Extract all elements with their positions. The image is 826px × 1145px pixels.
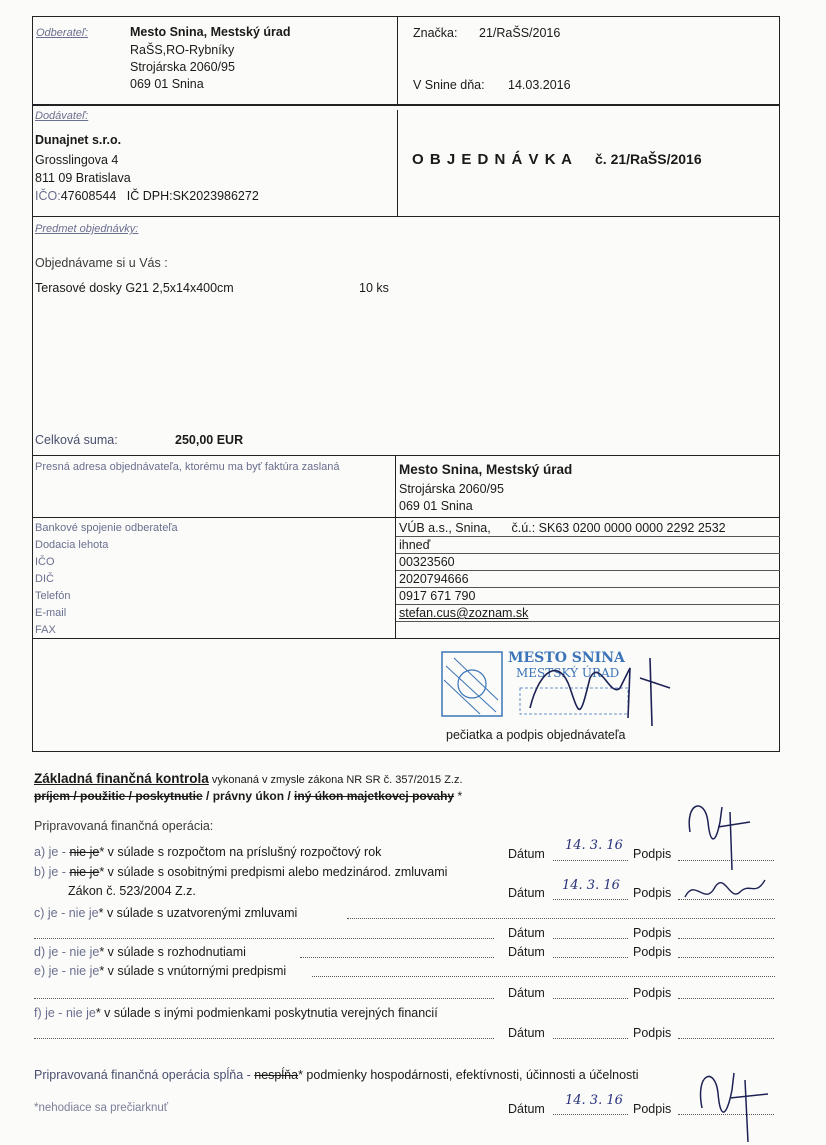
dic-label: DIČ [35, 573, 54, 585]
stamp-title: MESTO SNINA [508, 650, 625, 666]
datum-label: Dátum [508, 847, 545, 861]
ico-row-label: IČO [35, 556, 55, 568]
datum-label: Dátum [508, 1026, 545, 1040]
supplier-name: Dunajnet s.r.o. [35, 133, 122, 147]
item-prefix: c) je - nie je [34, 906, 99, 920]
dodavatel-label: Dodávateľ: [35, 110, 89, 122]
item-text: * v súlade s vnútornými predpismi [99, 964, 287, 978]
odberatel-label: Odberateľ: [36, 27, 89, 39]
podpis-label: Podpis [633, 1102, 672, 1116]
sign-dots [678, 998, 774, 999]
datum-label: Dátum [508, 945, 545, 959]
control-title-line [34, 771, 463, 786]
divider-supplier [32, 216, 780, 217]
prepared-heading: Pripravovaná finančná operácia: [34, 819, 214, 833]
icdph-value: IČ DPH:SK2023986272 [126, 189, 259, 203]
delivery-label: Dodacia lehota [35, 539, 109, 551]
control-item-d [34, 945, 246, 959]
invoice-address-line: 069 01 Snina [399, 499, 473, 513]
delivery-value: ihneď [399, 538, 431, 552]
item-text: * v súlade s inými podmienkami poskytnutia verejných financií [95, 1006, 438, 1020]
divider-total [32, 455, 780, 456]
control-types [34, 789, 462, 803]
fill-dots [300, 957, 494, 958]
final-b: * podmienky hospodárnosti, efektívnosti, účinnosti a účelnosti [298, 1068, 639, 1082]
item-struck: nie je [69, 845, 100, 859]
item-text: * v súlade s uzatvorenými zmluvami [98, 906, 298, 920]
email-value[interactable]: stefan.cus@zoznam.sk [399, 606, 529, 620]
signature-b-icon [680, 872, 770, 912]
divider-header [32, 104, 780, 106]
odberatel-name: Mesto Snina, Mestský úrad [130, 25, 291, 39]
datum-label: Dátum [508, 926, 545, 940]
date-dots [553, 957, 628, 958]
sign-dots [678, 1038, 774, 1039]
invoice-address-name: Mesto Snina, Mestský úrad [399, 462, 573, 477]
sign-dots [678, 957, 774, 958]
signature-a-icon [680, 792, 760, 872]
divider-vertical-top [397, 16, 398, 106]
date-handwritten: 14. 3. 16 [565, 838, 623, 853]
control-item-a [34, 845, 381, 859]
divider-vertical-invoice [395, 456, 396, 639]
item-struck: nie je [69, 865, 100, 879]
frame-left [32, 16, 33, 752]
email-label: E-mail [35, 607, 67, 619]
item-text: * v súlade s rozpočtom na príslušný rozpočtový rok [99, 845, 382, 859]
row-rule [396, 570, 780, 571]
invoice-address-line: Strojárska 2060/95 [399, 482, 504, 496]
fill-dots [34, 1038, 494, 1039]
date-dots [553, 899, 628, 900]
stamp-caption: pečiatka a podpis objednávateľa [446, 728, 626, 742]
row-rule [396, 604, 780, 605]
dic-value: 2020794666 [399, 572, 469, 586]
control-item-f [34, 1006, 438, 1020]
datum-label: Dátum [508, 986, 545, 1000]
ico-label: IČO: [35, 189, 61, 203]
date-handwritten: 14. 3. 16 [562, 878, 620, 893]
row-rule [396, 553, 780, 554]
date-dots [553, 938, 628, 939]
types-struck: príjem / použitie / poskytnutie [34, 789, 203, 803]
podpis-label: Podpis [633, 1026, 672, 1040]
types-struck: iný úkon majetkovej povahy [294, 789, 455, 803]
item-text: * v súlade s osobitnými predpismi alebo medzinárod. zmluvami [99, 865, 448, 879]
odberatel-line: 069 01 Snina [130, 77, 204, 91]
item-prefix: a) je - [34, 845, 70, 859]
subject-intro: Objednávame si u Vás : [35, 256, 168, 270]
supplier-city: 811 09 Bratislava [35, 171, 131, 185]
fill-dots [34, 938, 494, 939]
fax-label: FAX [35, 624, 56, 636]
phone-value: 0917 671 790 [399, 589, 476, 603]
podpis-label: Podpis [633, 926, 672, 940]
supplier-ids [35, 189, 259, 203]
signature-final-icon [690, 1058, 780, 1143]
total-value: 250,00 EUR [175, 433, 244, 447]
ico-value: 47608544 [60, 189, 117, 203]
frame-top [32, 16, 780, 17]
types-mid: / právny úkon / [202, 789, 295, 803]
item-law: Zákon č. 523/2004 Z.z. [68, 884, 196, 898]
row-rule [396, 621, 780, 622]
item-prefix: f) je - nie je [34, 1006, 96, 1020]
final-statement [34, 1068, 714, 1082]
item-prefix: b) je - [34, 865, 70, 879]
datum-label: Dátum [508, 886, 545, 900]
bank-label: Bankové spojenie odberateľa [35, 522, 178, 534]
signature-main-icon [510, 648, 690, 728]
row-rule [396, 587, 780, 588]
control-item-c [34, 906, 297, 920]
date-dots [553, 1038, 628, 1039]
fill-dots [312, 976, 775, 977]
podpis-label: Podpis [633, 945, 672, 959]
control-title: Základná finančná kontrola [34, 771, 209, 786]
frame-bottom [32, 751, 780, 752]
stamp-subtitle: MESTSKÝ ÚRAD [516, 666, 620, 680]
item-prefix: d) je - nie je [34, 945, 100, 959]
footnote: *nehodiace sa prečiarknuť [34, 1102, 169, 1114]
date-dots [553, 860, 628, 861]
date-label: V Snine dňa: [413, 78, 485, 92]
subject-label: Predmet objednávky: [35, 223, 139, 235]
date-value: 14.03.2016 [508, 78, 571, 92]
item-prefix: e) je - nie je [34, 964, 100, 978]
order-number: č. 21/RaŠS/2016 [595, 151, 702, 167]
date-handwritten: 14. 3. 16 [565, 1093, 623, 1108]
podpis-label: Podpis [633, 886, 672, 900]
fill-dots [347, 918, 775, 919]
znacka-label: Značka: [413, 26, 458, 40]
item-quantity: 10 ks [359, 281, 389, 295]
item-text: * v súlade s rozhodnutiami [99, 945, 246, 959]
divider-bank [32, 517, 780, 518]
frame-right [779, 16, 780, 752]
order-title: O B J E D N Á V K A [412, 151, 573, 168]
podpis-label: Podpis [633, 847, 672, 861]
ico-row-value: 00323560 [399, 555, 455, 569]
date-dots [553, 998, 628, 999]
odberatel-line: Strojárska 2060/95 [130, 60, 235, 74]
sign-dots [678, 938, 774, 939]
types-star: * [454, 789, 463, 803]
final-struck: nespĺňa [254, 1068, 299, 1082]
datum-label: Dátum [508, 1102, 545, 1116]
control-item-b [34, 865, 447, 879]
control-title-rest: vykonaná v zmysle zákona NR SR č. 357/2015 Z.z. [208, 774, 463, 786]
divider-vertical-mid [397, 110, 398, 217]
total-label: Celková suma: [35, 433, 118, 447]
phone-label: Telefón [35, 590, 71, 602]
item-description: Terasové dosky G21 2,5x14x400cm [35, 281, 234, 295]
znacka-value: 21/RaŠS/2016 [479, 26, 561, 40]
date-dots [553, 1114, 628, 1115]
divider-fax [32, 638, 780, 639]
bank-value: VÚB a.s., Snina, č.ú.: SK63 0200 0000 0000 2292 2532 [399, 521, 726, 535]
supplier-street: Grosslingova 4 [35, 153, 119, 167]
podpis-label: Podpis [633, 986, 672, 1000]
final-a: Pripravovaná finančná operácia spĺňa - [34, 1068, 255, 1082]
control-item-e [34, 964, 286, 978]
row-rule [396, 536, 780, 537]
invoice-address-label: Presná adresa objednávateľa, ktorému ma byť faktúra zaslaná [35, 461, 340, 473]
odberatel-line: RaŠS,RO-Rybníky [130, 43, 235, 57]
fill-dots [34, 998, 494, 999]
